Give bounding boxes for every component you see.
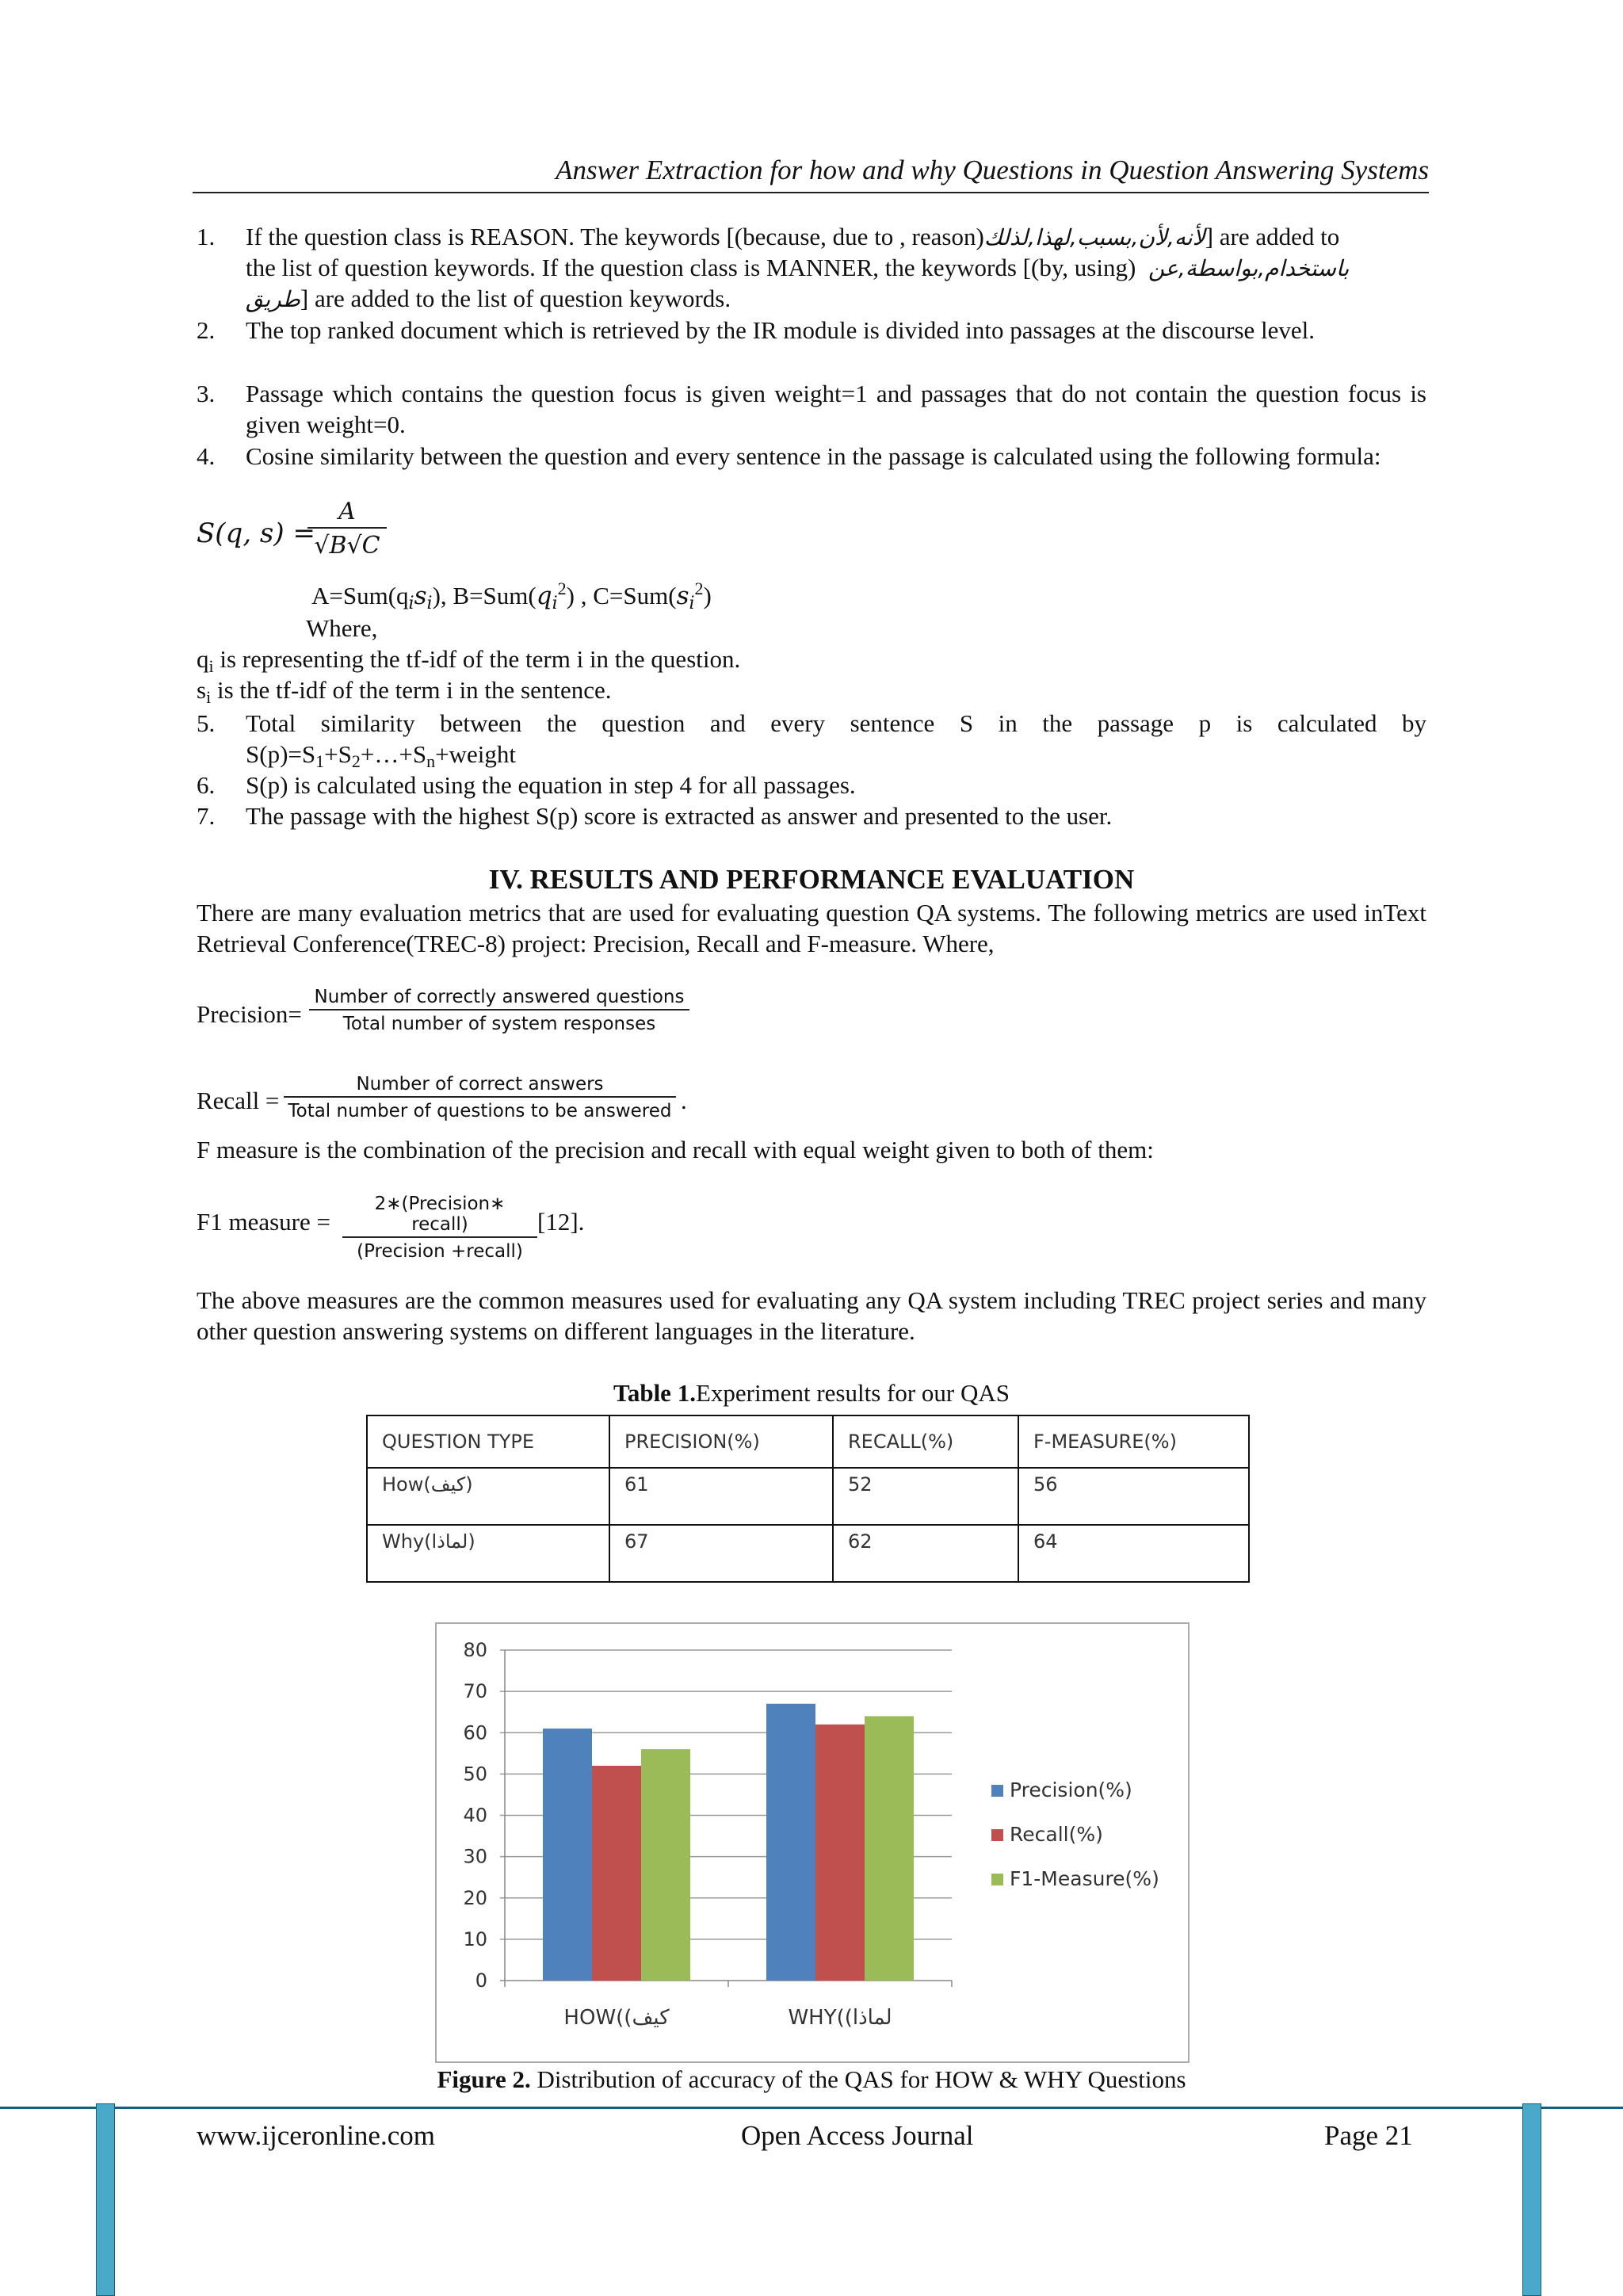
bar-recall- <box>592 1766 641 1981</box>
step-7-number: 7. <box>197 802 216 830</box>
f1-fraction: 2∗(Precision∗ recall) (Precision +recall) <box>342 1194 537 1262</box>
step-1-arabic-1: لأنه,لأن,بسبب,لهذا,لذلك <box>983 224 1205 250</box>
section-title: IV. RESULTS AND PERFORMANCE EVALUATION <box>488 864 1135 895</box>
recall-fraction: Number of correct answers Total number of questions to be answered <box>284 1074 676 1121</box>
step-3-number: 3. <box>197 380 216 407</box>
legend-swatch <box>991 1785 1003 1797</box>
table-cell: 67 <box>609 1525 833 1582</box>
y-tick-label: 0 <box>475 1969 487 1992</box>
legend-label: Recall(%) <box>1010 1823 1103 1846</box>
results-table <box>366 1415 1250 1583</box>
footer-left-bar <box>96 2103 115 2296</box>
step-1-number: 1. <box>197 223 216 250</box>
table-cell: How(كيف) <box>367 1468 609 1525</box>
table-cell: Why(لماذا) <box>367 1525 609 1582</box>
formula-numerator: A <box>307 498 387 529</box>
recall-period: . <box>681 1087 687 1114</box>
step-1-text-line2 <box>246 252 1426 284</box>
formula-where: Where, <box>306 614 378 642</box>
measures-paragraph: The above measures are the common measures used for evaluating any QA system including TREC project series and many other question answering systems on different languages in the literature. <box>197 1286 1426 1345</box>
step-1-text-line3 <box>246 283 1426 315</box>
step-6-number: 6. <box>197 771 216 799</box>
footer-right-bar <box>1522 2103 1541 2296</box>
table-header-cell: RECALL(%) <box>833 1415 1018 1468</box>
table-caption: Table 1.Experiment results for our QAS <box>613 1379 1010 1407</box>
figure-caption: Figure 2. Distribution of accuracy of the QAS for HOW & WHY Questions <box>437 2065 1186 2093</box>
table-header-cell: QUESTION TYPE <box>367 1415 609 1468</box>
y-tick-label: 10 <box>463 1927 487 1950</box>
f-measure-description: F measure is the combination of the precision and recall with equal weight given to both of them: <box>197 1136 1154 1163</box>
bar-f1-measure- <box>865 1716 914 1981</box>
bar-recall- <box>815 1725 865 1981</box>
footer-journal: Open Access Journal <box>741 2120 974 2151</box>
legend-label: F1-Measure(%) <box>1010 1867 1159 1890</box>
step-5-text: Total similarity between the question and every sentence S in the passage p is calculated by <box>246 709 1426 737</box>
formula-lhs: S(q, s) = <box>197 518 315 549</box>
table-header-cell: PRECISION(%) <box>609 1415 833 1468</box>
chart-frame <box>435 1622 1190 2063</box>
formula-fraction <box>307 498 387 560</box>
table-cell: 52 <box>833 1468 1018 1525</box>
table-cell: 56 <box>1018 1468 1249 1525</box>
step-1-text-a: If the question class is REASON. The keywords [(because, due to , reason) <box>246 223 984 250</box>
precision-label: Precision= <box>197 1000 302 1028</box>
formula-definitions: $A=Sum(q_is_i)$, $B=Sum(q_i^2)$ , $C=Sum(s_i^2)$ <box>311 579 712 613</box>
x-tick-label: HOW((كيف <box>563 2006 670 2030</box>
y-tick-label: 70 <box>463 1680 487 1703</box>
step-4-text: Cosine similarity between the question and every sentence in the passage is calculated using the following formula: <box>246 442 1381 470</box>
legend-swatch <box>991 1874 1003 1885</box>
table-cell: 64 <box>1018 1525 1249 1582</box>
footer-page-number: Page 21 <box>1324 2120 1413 2151</box>
legend-swatch <box>991 1829 1003 1841</box>
step-1-arabic-2: باستخدام,بواسطة,عن <box>1148 255 1350 281</box>
recall-label: Recall = <box>197 1087 280 1114</box>
y-tick-label: 60 <box>463 1721 487 1744</box>
step-6-text: S(p) is calculated using the equation in step 4 for all passages. <box>246 771 856 799</box>
step-1-text <box>246 221 1426 253</box>
step-2-number: 2. <box>197 316 216 344</box>
header-rule <box>193 192 1429 193</box>
step-2-text: The top ranked document which is retrieved by the IR module is divided into passages at the discourse level. <box>246 316 1316 344</box>
y-tick-label: 80 <box>463 1639 487 1661</box>
precision-fraction: Number of correctly answered questions Total number of system responses <box>309 987 689 1034</box>
step-7-text: The passage with the highest S(p) score is extracted as answer and presented to the user. <box>246 802 1113 830</box>
bar-f1-measure- <box>641 1749 690 1981</box>
bar-precision- <box>543 1729 592 1981</box>
f1-reference: [12]. <box>537 1208 585 1236</box>
step-1-text-d: ] are added to the list of question keywords. <box>300 285 731 312</box>
y-tick-label: 20 <box>463 1886 487 1909</box>
y-tick-label: 50 <box>463 1763 487 1786</box>
table-cell: 61 <box>609 1468 833 1525</box>
bar-precision- <box>766 1704 815 1981</box>
step-1-text-b: ] are added to <box>1205 223 1340 250</box>
x-tick-label: WHY((لماذا <box>788 2006 892 2030</box>
si-definition: $s_i$ is the tf-idf of the term i in the sentence. <box>197 676 612 707</box>
table-header-cell: F-MEASURE(%) <box>1018 1415 1249 1468</box>
step-3-text: Passage which contains the question focus is given weight=1 and passages that do not contain the question focus is given weight=0. <box>246 380 1426 438</box>
table-cell: 62 <box>833 1525 1018 1582</box>
footer-website: www.ijceronline.com <box>197 2120 435 2151</box>
f1-label: F1 measure = <box>197 1208 331 1236</box>
table-header-row <box>367 1415 1249 1468</box>
qi-definition: $q_i$ is representing the tf-idf of the term i in the question. <box>197 645 741 676</box>
running-header: Answer Extraction for how and why Questions in Question Answering Systems <box>556 155 1429 185</box>
footer-rule <box>0 2107 1623 2109</box>
y-tick-label: 30 <box>463 1845 487 1868</box>
legend-label: Precision(%) <box>1010 1778 1132 1801</box>
step-4-number: 4. <box>197 442 216 470</box>
step-5-formula: $S(p)=S_1+S_2+\dots+S_n+weight$ <box>246 740 516 771</box>
section-intro: There are many evaluation metrics that are used for evaluating question QA systems. The following metrics are used inText Retrieval Conference(TREC-8) project: Precision, Recall and F-measure. Where, <box>197 899 1426 957</box>
y-tick-label: 40 <box>463 1804 487 1827</box>
table-row <box>367 1525 1249 1582</box>
formula-denominator: √B√C <box>314 532 380 560</box>
table-row <box>367 1468 1249 1525</box>
bar-chart <box>437 1624 1188 2061</box>
step-5-number: 5. <box>197 709 216 737</box>
step-1-text-c: the list of question keywords. If the question class is MANNER, the keywords [(by, using) <box>246 254 1136 281</box>
step-1-arabic-3: طريق <box>246 286 300 312</box>
